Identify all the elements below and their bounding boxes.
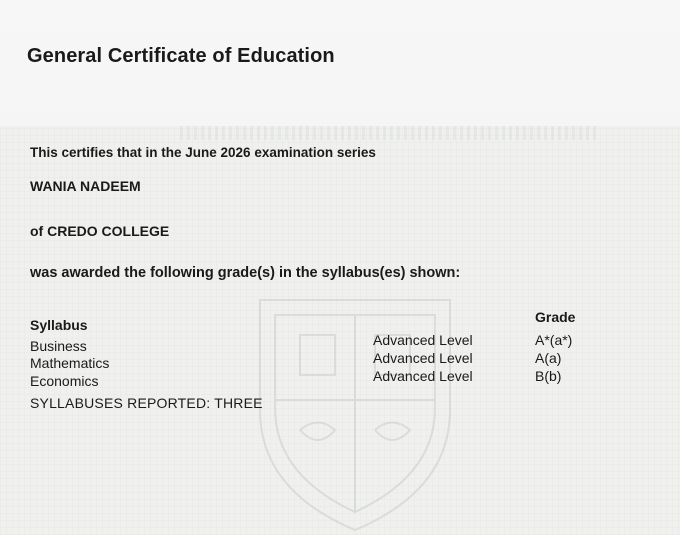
result-syllabus: Mathematics [30, 355, 110, 371]
candidate-name: WANIA NADEEM [30, 178, 141, 194]
result-level: Advanced Level [373, 332, 473, 348]
result-syllabus: Economics [30, 373, 99, 389]
syllabus-column-header: Syllabus [30, 317, 88, 333]
awarded-line: was awarded the following grade(s) in the syllabus(es) shown: [30, 265, 461, 281]
result-level: Advanced Level [373, 368, 473, 384]
result-grade: A*(a*) [535, 332, 573, 348]
centre-line: of CREDO COLLEGE [30, 223, 170, 239]
grade-column-header: Grade [535, 309, 576, 325]
result-grade: B(b) [535, 368, 562, 384]
crest-watermark [230, 290, 480, 535]
result-level: Advanced Level [373, 350, 473, 366]
security-microprint-band [180, 126, 600, 140]
result-grade: A(a) [535, 350, 562, 366]
syllabuses-reported: SYLLABUSES REPORTED: THREE [30, 395, 263, 411]
result-syllabus: Business [30, 338, 87, 354]
certificate-title: General Certificate of Education [27, 45, 335, 67]
certifies-line: This certifies that in the June 2026 examination series [30, 145, 376, 160]
